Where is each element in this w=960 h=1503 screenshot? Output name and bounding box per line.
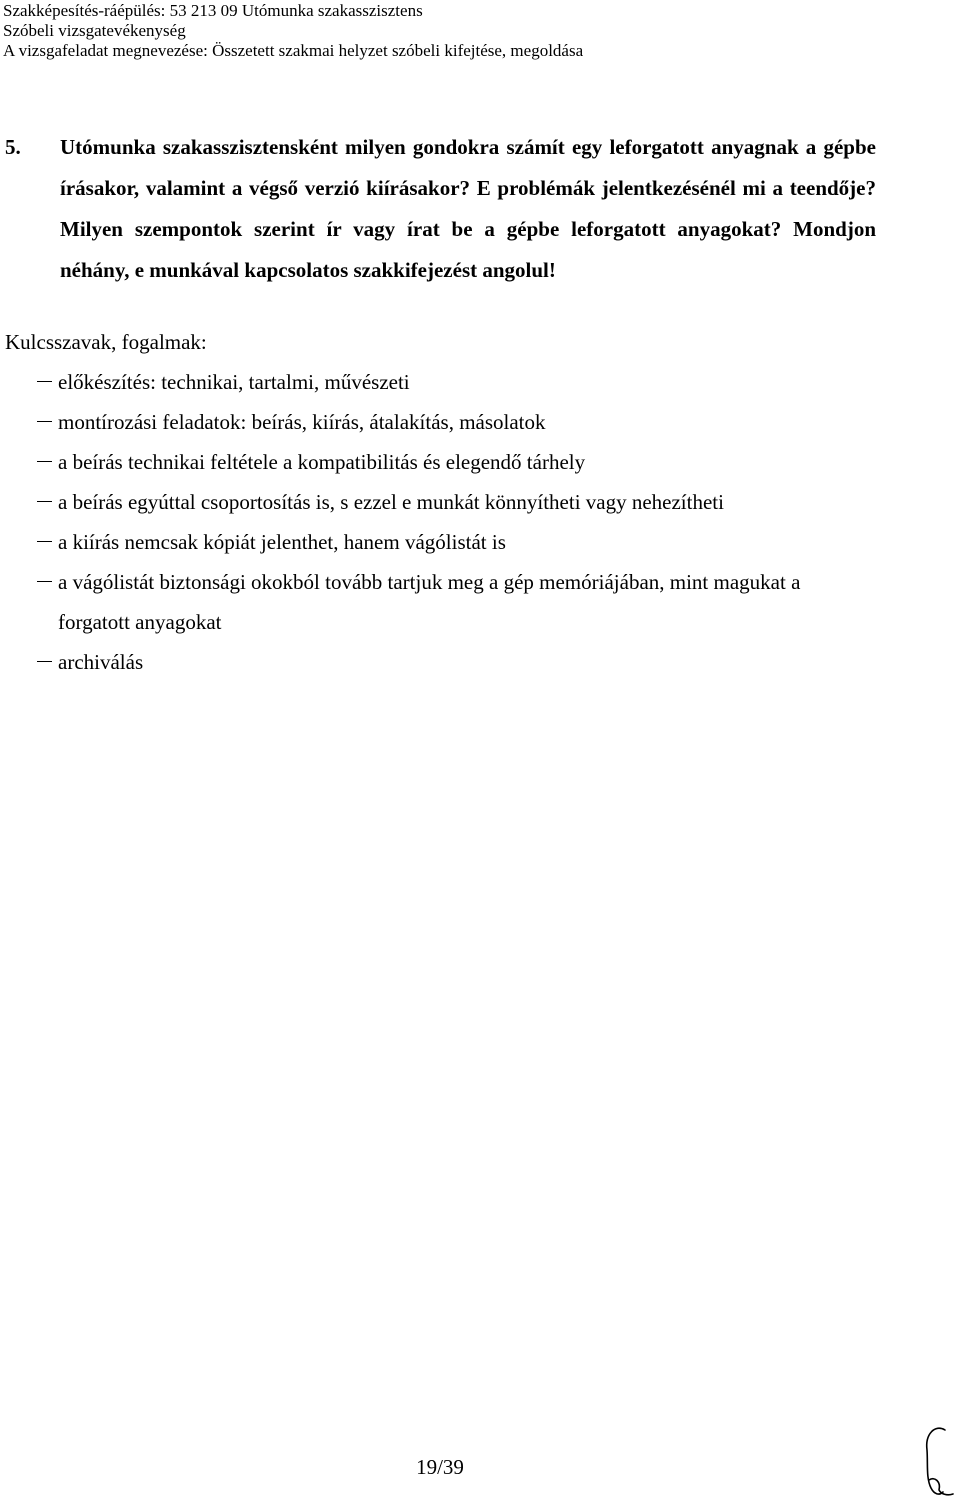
keywords-heading: Kulcsszavak, fogalmak:: [5, 330, 207, 354]
list-item-text: a beírás egyúttal csoportosítás is, s ezzel e munkát könnyítheti vagy nehezítheti: [58, 490, 724, 514]
header-exam-activity: Szóbeli vizsgatevékenység: [3, 21, 186, 40]
list-item: [5, 642, 876, 682]
page-number: 19/39: [416, 1455, 464, 1479]
signature-icon: [915, 1420, 959, 1500]
list-item-text: montírozási feladatok: beírás, kiírás, átalakítás, másolatok: [58, 410, 546, 434]
list-item: [5, 562, 876, 642]
dash-bullet-icon: [37, 501, 52, 502]
list-item: [5, 362, 876, 402]
list-item-text: a kiírás nemcsak kópiát jelenthet, hanem vágólistát is: [58, 530, 506, 554]
header-qualification: Szakképesítés-ráépülés: 53 213 09 Utómunka szakasszisztens: [3, 1, 423, 20]
list-item-text: a vágólistát biztonsági okokból tovább tartjuk meg a gép memóriájában, mint magukat a forgatott anyagokat: [58, 570, 801, 634]
keywords-section: [5, 322, 885, 682]
dash-bullet-icon: [37, 581, 52, 582]
list-item-text: archiválás: [58, 650, 144, 674]
question-text: Utómunka szakasszisztensként milyen gondokra számít egy leforgatott anyagnak a gépbe írásakor, valamint a végső verzió kiírásakor? E problémák jelentkezésénél mi a teendője? Milyen szempontok szerint ír vagy írat be a gépbe leforgatott anyagokat? Mondjon néhány, e munkával kapcsolatos szakkifejezést angolul!: [60, 135, 876, 282]
header-task-name: A vizsgafeladat megnevezése: Összetett szakmai helyzet szóbeli kifejtése, megoldása: [3, 41, 584, 60]
question-block: [0, 127, 880, 291]
list-item: [5, 442, 876, 482]
list-item-text: előkészítés: technikai, tartalmi, művészeti: [58, 370, 410, 394]
dash-bullet-icon: [37, 381, 52, 382]
dash-bullet-icon: [37, 661, 52, 662]
dash-bullet-icon: [37, 421, 52, 422]
dash-bullet-icon: [37, 461, 52, 462]
keywords-list: [5, 362, 885, 682]
list-item-text: a beírás technikai feltétele a kompatibilitás és elegendő tárhely: [58, 450, 586, 474]
list-item: [5, 402, 876, 442]
list-item: [5, 522, 876, 562]
question-number: 5.: [5, 135, 21, 159]
dash-bullet-icon: [37, 541, 52, 542]
list-item: [5, 482, 876, 522]
page-header: [3, 1, 953, 61]
